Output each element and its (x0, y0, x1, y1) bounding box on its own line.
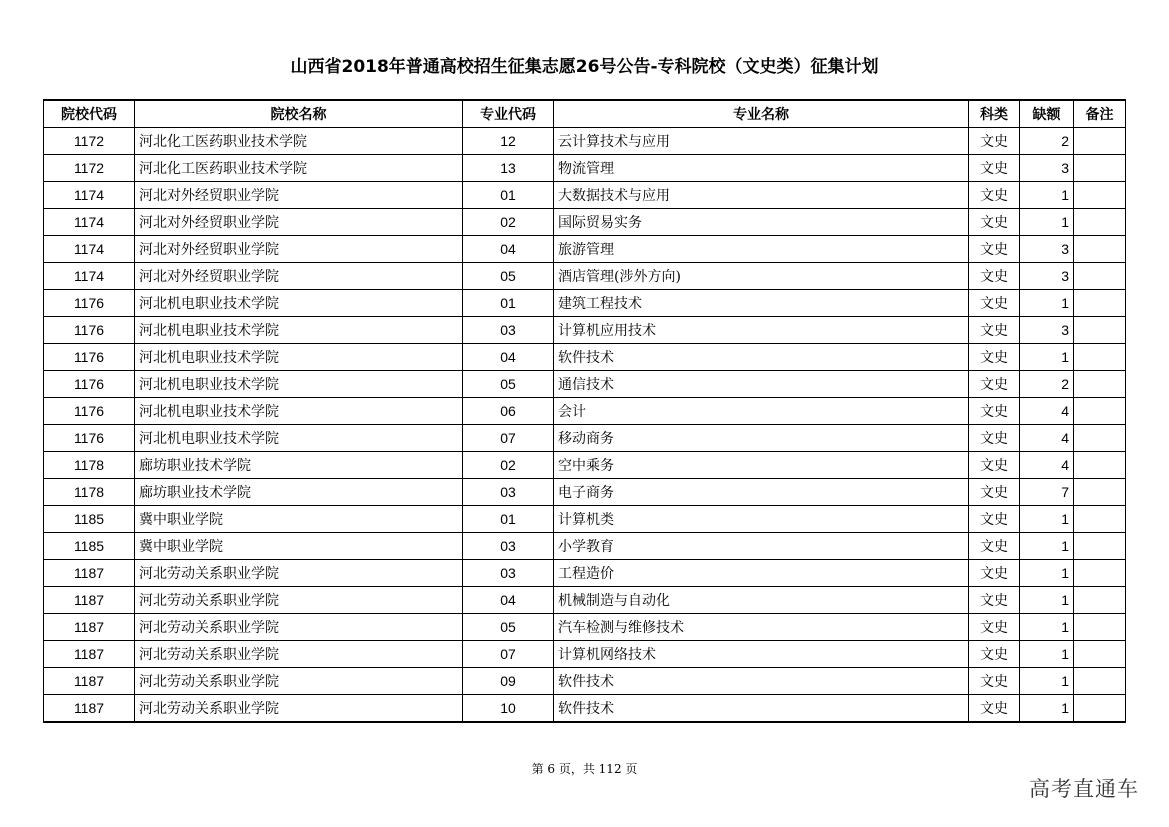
cell-major-code: 05 (463, 263, 554, 290)
cell-major-code: 13 (463, 155, 554, 182)
cell-major-name: 软件技术 (554, 344, 969, 371)
cell-major-code: 03 (463, 533, 554, 560)
cell-quota: 4 (1020, 452, 1074, 479)
cell-major-name: 移动商务 (554, 425, 969, 452)
cell-school-code: 1187 (44, 668, 135, 695)
table-row (44, 614, 1126, 641)
table-body (44, 128, 1126, 723)
cell-quota: 7 (1020, 479, 1074, 506)
cell-major-code: 04 (463, 236, 554, 263)
cell-note (1074, 290, 1126, 317)
cell-major-name: 通信技术 (554, 371, 969, 398)
cell-major-name: 电子商务 (554, 479, 969, 506)
header-major-code: 专业代码 (463, 100, 554, 128)
cell-quota: 1 (1020, 182, 1074, 209)
cell-quota: 1 (1020, 560, 1074, 587)
cell-school-code: 1176 (44, 398, 135, 425)
cell-school-name: 廊坊职业技术学院 (135, 479, 463, 506)
cell-note (1074, 425, 1126, 452)
cell-school-name: 河北机电职业技术学院 (135, 371, 463, 398)
cell-school-code: 1176 (44, 425, 135, 452)
cell-category: 文史 (969, 560, 1020, 587)
cell-note (1074, 506, 1126, 533)
cell-category: 文史 (969, 155, 1020, 182)
cell-note (1074, 182, 1126, 209)
cell-major-name: 软件技术 (554, 695, 969, 723)
cell-major-name: 物流管理 (554, 155, 969, 182)
cell-major-name: 大数据技术与应用 (554, 182, 969, 209)
table-row (44, 263, 1126, 290)
cell-quota: 3 (1020, 317, 1074, 344)
cell-major-code: 01 (463, 290, 554, 317)
cell-note (1074, 641, 1126, 668)
cell-school-name: 河北劳动关系职业学院 (135, 587, 463, 614)
cell-school-code: 1187 (44, 641, 135, 668)
cell-category: 文史 (969, 290, 1020, 317)
cell-major-code: 01 (463, 506, 554, 533)
cell-school-code: 1187 (44, 560, 135, 587)
cell-category: 文史 (969, 128, 1020, 155)
document-title: 山西省2018年普通高校招生征集志愿26号公告-专科院校（文史类）征集计划 (290, 57, 879, 77)
cell-school-name: 河北劳动关系职业学院 (135, 614, 463, 641)
cell-school-name: 河北机电职业技术学院 (135, 398, 463, 425)
cell-school-name: 河北机电职业技术学院 (135, 344, 463, 371)
cell-quota: 1 (1020, 614, 1074, 641)
cell-quota: 1 (1020, 290, 1074, 317)
cell-quota: 4 (1020, 398, 1074, 425)
cell-major-code: 12 (463, 128, 554, 155)
table-row (44, 533, 1126, 560)
cell-major-name: 国际贸易实务 (554, 209, 969, 236)
cell-note (1074, 263, 1126, 290)
cell-note (1074, 533, 1126, 560)
cell-school-code: 1187 (44, 587, 135, 614)
cell-category: 文史 (969, 209, 1020, 236)
table-row (44, 209, 1126, 236)
cell-major-name: 机械制造与自动化 (554, 587, 969, 614)
table-row (44, 290, 1126, 317)
cell-category: 文史 (969, 263, 1020, 290)
cell-note (1074, 560, 1126, 587)
cell-category: 文史 (969, 533, 1020, 560)
cell-note (1074, 209, 1126, 236)
cell-note (1074, 398, 1126, 425)
cell-major-name: 空中乘务 (554, 452, 969, 479)
cell-category: 文史 (969, 479, 1020, 506)
cell-school-name: 冀中职业学院 (135, 506, 463, 533)
cell-quota: 3 (1020, 155, 1074, 182)
cell-school-code: 1185 (44, 533, 135, 560)
cell-major-name: 云计算技术与应用 (554, 128, 969, 155)
cell-major-name: 旅游管理 (554, 236, 969, 263)
table-row (44, 425, 1126, 452)
cell-school-code: 1176 (44, 371, 135, 398)
cell-school-name: 河北劳动关系职业学院 (135, 641, 463, 668)
cell-quota: 1 (1020, 641, 1074, 668)
cell-school-name: 河北机电职业技术学院 (135, 317, 463, 344)
cell-category: 文史 (969, 614, 1020, 641)
cell-major-code: 10 (463, 695, 554, 723)
cell-school-name: 河北机电职业技术学院 (135, 290, 463, 317)
table-row (44, 479, 1126, 506)
cell-note (1074, 668, 1126, 695)
cell-quota: 1 (1020, 344, 1074, 371)
table-row (44, 506, 1126, 533)
cell-note (1074, 155, 1126, 182)
table-row (44, 695, 1126, 723)
cell-major-code: 04 (463, 344, 554, 371)
cell-major-name: 小学教育 (554, 533, 969, 560)
header-category: 科类 (969, 100, 1020, 128)
cell-note (1074, 371, 1126, 398)
table-row (44, 560, 1126, 587)
cell-school-name: 河北对外经贸职业学院 (135, 263, 463, 290)
cell-school-name: 河北劳动关系职业学院 (135, 560, 463, 587)
cell-quota: 3 (1020, 236, 1074, 263)
cell-major-name: 汽车检测与维修技术 (554, 614, 969, 641)
cell-quota: 2 (1020, 371, 1074, 398)
cell-note (1074, 317, 1126, 344)
cell-major-name: 计算机网络技术 (554, 641, 969, 668)
cell-major-name: 软件技术 (554, 668, 969, 695)
cell-category: 文史 (969, 641, 1020, 668)
cell-major-code: 07 (463, 425, 554, 452)
cell-major-name: 计算机应用技术 (554, 317, 969, 344)
cell-category: 文史 (969, 506, 1020, 533)
cell-school-code: 1178 (44, 452, 135, 479)
cell-school-name: 廊坊职业技术学院 (135, 452, 463, 479)
cell-major-name: 计算机类 (554, 506, 969, 533)
header-school-code: 院校代码 (44, 100, 135, 128)
enrollment-plan-table (43, 99, 1126, 723)
cell-school-code: 1174 (44, 236, 135, 263)
cell-major-code: 07 (463, 641, 554, 668)
cell-school-code: 1174 (44, 263, 135, 290)
table-row (44, 371, 1126, 398)
cell-school-code: 1176 (44, 317, 135, 344)
watermark: 高考直通车 (1029, 777, 1139, 801)
cell-note (1074, 695, 1126, 723)
cell-school-name: 河北化工医药职业技术学院 (135, 155, 463, 182)
cell-major-code: 04 (463, 587, 554, 614)
cell-category: 文史 (969, 317, 1020, 344)
cell-major-code: 09 (463, 668, 554, 695)
table-row (44, 587, 1126, 614)
cell-school-code: 1187 (44, 695, 135, 723)
cell-school-code: 1174 (44, 209, 135, 236)
cell-major-code: 03 (463, 317, 554, 344)
table-header-row (44, 100, 1126, 128)
cell-school-name: 河北劳动关系职业学院 (135, 668, 463, 695)
cell-note (1074, 344, 1126, 371)
cell-note (1074, 587, 1126, 614)
cell-note (1074, 128, 1126, 155)
table-row (44, 668, 1126, 695)
cell-school-name: 河北机电职业技术学院 (135, 425, 463, 452)
table-row (44, 344, 1126, 371)
cell-quota: 1 (1020, 533, 1074, 560)
cell-quota: 1 (1020, 668, 1074, 695)
table-row (44, 317, 1126, 344)
cell-school-name: 河北对外经贸职业学院 (135, 182, 463, 209)
header-major-name: 专业名称 (554, 100, 969, 128)
cell-school-code: 1176 (44, 344, 135, 371)
cell-major-code: 03 (463, 479, 554, 506)
cell-quota: 1 (1020, 587, 1074, 614)
cell-school-name: 冀中职业学院 (135, 533, 463, 560)
cell-category: 文史 (969, 452, 1020, 479)
cell-school-code: 1185 (44, 506, 135, 533)
cell-school-code: 1172 (44, 155, 135, 182)
header-school-name: 院校名称 (135, 100, 463, 128)
cell-category: 文史 (969, 587, 1020, 614)
cell-quota: 1 (1020, 695, 1074, 723)
header-note: 备注 (1074, 100, 1126, 128)
cell-category: 文史 (969, 695, 1020, 723)
cell-school-code: 1174 (44, 182, 135, 209)
cell-major-name: 工程造价 (554, 560, 969, 587)
cell-major-code: 03 (463, 560, 554, 587)
cell-school-name: 河北化工医药职业技术学院 (135, 128, 463, 155)
table-row (44, 641, 1126, 668)
cell-category: 文史 (969, 425, 1020, 452)
cell-major-name: 会计 (554, 398, 969, 425)
cell-quota: 2 (1020, 128, 1074, 155)
table-row (44, 452, 1126, 479)
cell-school-code: 1172 (44, 128, 135, 155)
cell-note (1074, 479, 1126, 506)
cell-category: 文史 (969, 668, 1020, 695)
cell-quota: 4 (1020, 425, 1074, 452)
cell-note (1074, 236, 1126, 263)
cell-category: 文史 (969, 236, 1020, 263)
table-row (44, 398, 1126, 425)
cell-school-name: 河北劳动关系职业学院 (135, 695, 463, 723)
cell-school-code: 1176 (44, 290, 135, 317)
table-row (44, 182, 1126, 209)
cell-major-code: 01 (463, 182, 554, 209)
cell-major-code: 05 (463, 371, 554, 398)
page-footer: 第 6 页，共 112 页 (531, 762, 638, 776)
cell-quota: 3 (1020, 263, 1074, 290)
cell-major-name: 酒店管理(涉外方向) (554, 263, 969, 290)
cell-major-code: 02 (463, 209, 554, 236)
cell-major-code: 02 (463, 452, 554, 479)
cell-major-code: 06 (463, 398, 554, 425)
cell-school-code: 1178 (44, 479, 135, 506)
cell-note (1074, 452, 1126, 479)
cell-school-name: 河北对外经贸职业学院 (135, 236, 463, 263)
table-row (44, 236, 1126, 263)
cell-school-name: 河北对外经贸职业学院 (135, 209, 463, 236)
cell-category: 文史 (969, 182, 1020, 209)
cell-category: 文史 (969, 371, 1020, 398)
cell-category: 文史 (969, 344, 1020, 371)
cell-major-name: 建筑工程技术 (554, 290, 969, 317)
cell-quota: 1 (1020, 209, 1074, 236)
header-quota: 缺额 (1020, 100, 1074, 128)
cell-category: 文史 (969, 398, 1020, 425)
table-row (44, 155, 1126, 182)
cell-quota: 1 (1020, 506, 1074, 533)
cell-note (1074, 614, 1126, 641)
cell-school-code: 1187 (44, 614, 135, 641)
cell-major-code: 05 (463, 614, 554, 641)
table-row (44, 128, 1126, 155)
